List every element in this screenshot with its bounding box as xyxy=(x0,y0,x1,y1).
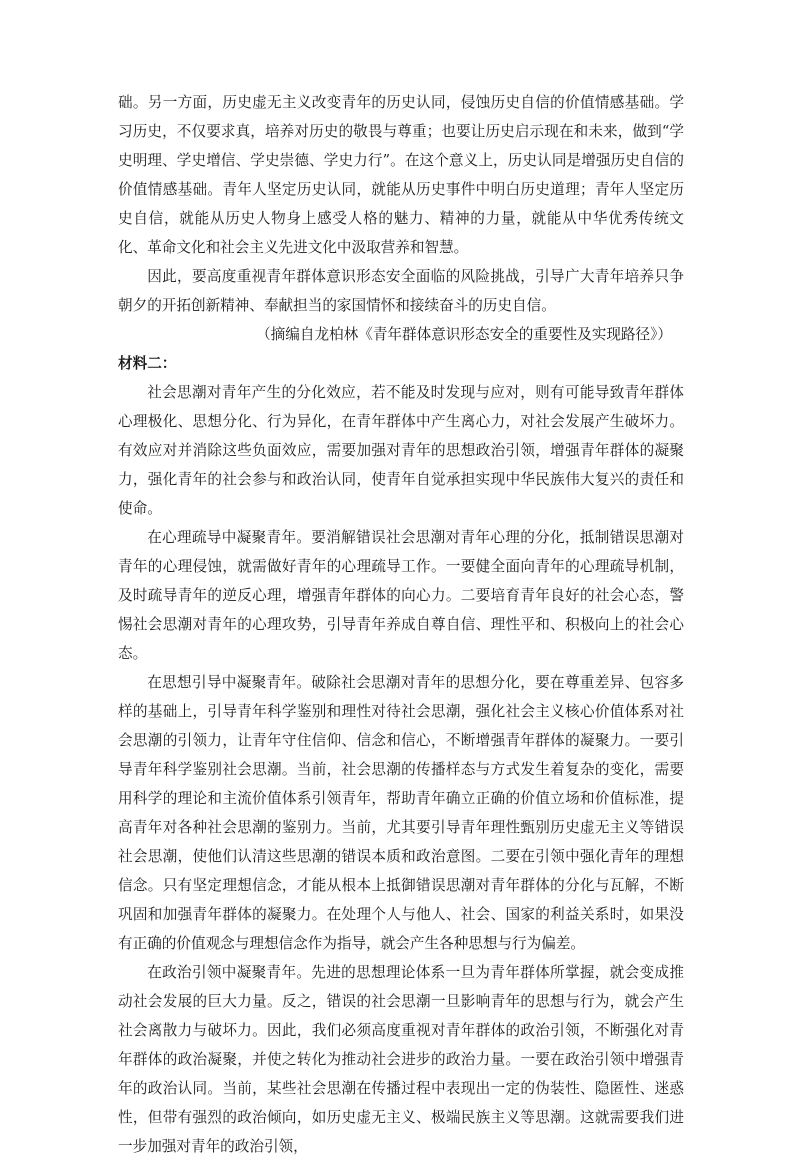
paragraph-ideological-guidance: 在思想引导中凝聚青年。破除社会思潮对青年的思想分化，要在尊重差异、包容多样的基础上，引导青年科学鉴别和理性对待社会思潮，强化社会主义核心价值体系对社会思潮的引领力，让青年守住信仰、信念和信心，不断增强青年群体的凝聚力。一要引导青年科学鉴别社会思潮。当前，社会思潮的传播样态与方式发生着复杂的变化，需要用科学的理论和主流价值体系引领青年，帮助青年确立正确的价值立场和价值标准，提高青年对各种社会思潮的鉴别力。当前，尤其要引导青年理性甄别历史虚无主义等错误社会思潮，使他们认清这些思潮的错误本质和政治意图。二要在引领中强化青年的理想信念。只有坚定理想信念，才能从根本上抵御错误思潮对青年群体的分化与瓦解，不断巩固和加强青年群体的凝聚力。在处理个人与他人、社会、国家的利益关系时，如果没有正确的价值观念与理想信念作为指导，就会产生各种思想与行为偏差。 xyxy=(118,674,684,952)
paragraph-political-guidance: 在政治引领中凝聚青年。先进的思想理论体系一旦为青年群体所掌握，就会变成推动社会发展的巨大力量。反之，错误的社会思潮一旦影响青年的思想与行为，就会产生社会离散力与破坏力。因此，我们必须高度重视对青年群体的政治引领，不断强化对青年群体的政治凝聚，并使之转化为推动社会进步的政治力量。一要在政治引领中增强青年的政治认同。当前，某些社会思潮在传播过程中表现出一定的伪装性、隐匿性、迷惑性，但带有强烈的政治倾向，如历史虚无主义、极端民族主义等思潮。这就需要我们进一步加强对青年的政治引领， xyxy=(118,964,684,1155)
paragraph-conclusion: 因此，要高度重视青年群体意识形态安全面临的风险挑战，引导广大青年培养只争朝夕的开拓创新精神、奉献担当的家国情怀和接续奋斗的历史自信。 xyxy=(118,268,684,314)
source-citation: （摘编自龙柏林《青年群体意识形态安全的重要性及实现路径》） xyxy=(256,326,672,343)
paragraph-psychological-guidance: 在心理疏导中凝聚青年。要消解错误社会思潮对青年心理的分化，抵制错误思潮对青年的心理侵蚀，就需做好青年的心理疏导工作。一要健全面向青年的心理疏导机制，及时疏导青年的逆反心理，增强青年群体的向心力。二要培育青年良好的社会心态，警惕社会思潮对青年的心理攻势，引导青年养成自尊自信、理性平和、积极向上的社会心态。 xyxy=(118,529,684,662)
document-body xyxy=(118,88,684,1161)
paragraph-intro: 社会思潮对青年产生的分化效应，若不能及时发现与应对，则有可能导致青年群体心理极化、思想分化、行为异化，在青年群体中产生离心力，对社会发展产生破坏力。有效应对并消除这些负面效应，需要加强对青年的思想政治引领，增强青年群体的凝聚力，强化青年的社会参与和政治认同，使青年自觉承担实现中华民族伟大复兴的责任和使命。 xyxy=(118,384,684,517)
paragraph-continuation: 础。另一方面，历史虚无主义改变青年的历史认同，侵蚀历史自信的价值情感基础。学习历史，不仅要求真，培养对历史的敬畏与尊重；也要让历史启示现在和未来，做到“学史明理、学史增信、学史崇德、学史力行”。在这个意义上，历史认同是增强历史自信的价值情感基础。青年人坚定历史认同，就能从历史事件中明白历史道理；青年人坚定历史自信，就能从历史人物身上感受人格的魅力、精神的力量，就能从中华优秀传统文化、革命文化和社会主义先进文化中汲取营养和智慧。 xyxy=(118,94,684,256)
material-two-label: 材料二： xyxy=(118,355,177,372)
